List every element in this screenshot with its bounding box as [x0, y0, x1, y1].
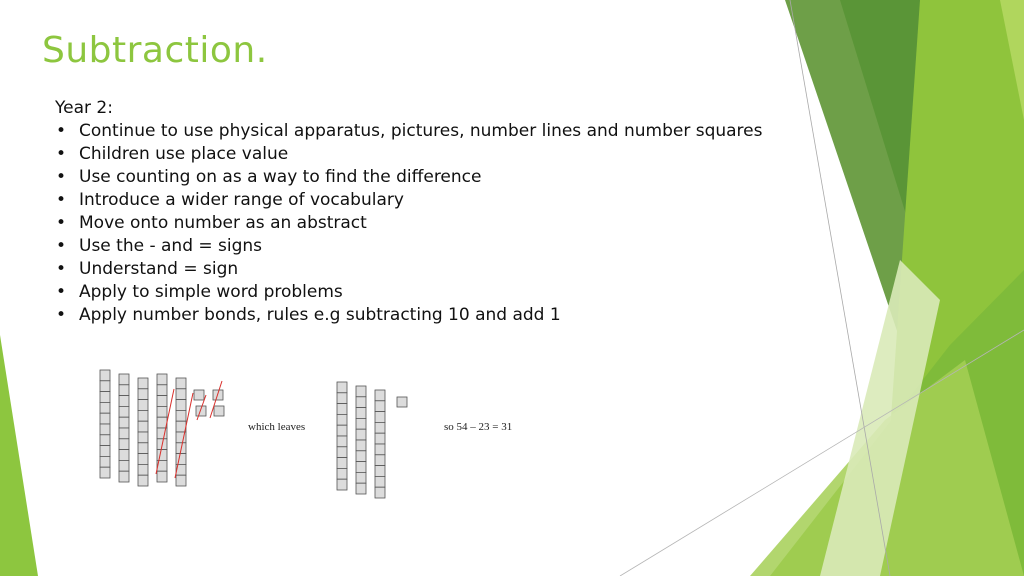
- result-tens-rod: [356, 386, 366, 494]
- bullet-dot-icon: •: [56, 144, 67, 164]
- bullet-dot-icon: •: [56, 121, 67, 141]
- result-tens-rod: [375, 390, 385, 498]
- ones-cube: [214, 406, 224, 416]
- result-tens-rod: [337, 382, 347, 490]
- bullet-text: Children use place value: [79, 144, 289, 164]
- bullet-dot-icon: •: [56, 167, 67, 187]
- bullet-dot-icon: •: [56, 259, 67, 279]
- bullet-dot-icon: •: [56, 213, 67, 233]
- year-heading: Year 2:: [55, 98, 113, 118]
- bullet-text: Continue to use physical apparatus, pictures, number lines and number squares: [79, 121, 763, 141]
- bullet-dot-icon: •: [56, 305, 67, 325]
- caption-which-leaves: which leaves: [248, 421, 306, 433]
- slide-title: Subtraction.: [42, 30, 268, 71]
- result-ones-cube: [397, 397, 407, 407]
- ones-cube: [213, 390, 223, 400]
- bullet-text: Introduce a wider range of vocabulary: [79, 190, 404, 210]
- bullet-text: Use counting on as a way to find the difference: [79, 167, 482, 187]
- tens-rod: [100, 370, 110, 478]
- bullet-text: Understand = sign: [79, 259, 239, 279]
- tens-rod: [119, 374, 129, 482]
- ones-cube: [194, 390, 204, 400]
- bullet-text: Move onto number as an abstract: [79, 213, 367, 233]
- tens-rod: [138, 378, 148, 486]
- bullet-text: Use the - and = signs: [79, 236, 263, 256]
- bullet-dot-icon: •: [56, 282, 67, 302]
- caption-result: so 54 – 23 = 31: [444, 421, 513, 433]
- bullet-text: Apply to simple word problems: [79, 282, 343, 302]
- bullet-text: Apply number bonds, rules e.g subtracting 10 and add 1: [79, 305, 561, 325]
- bullet-dot-icon: •: [56, 190, 67, 210]
- bullet-dot-icon: •: [56, 236, 67, 256]
